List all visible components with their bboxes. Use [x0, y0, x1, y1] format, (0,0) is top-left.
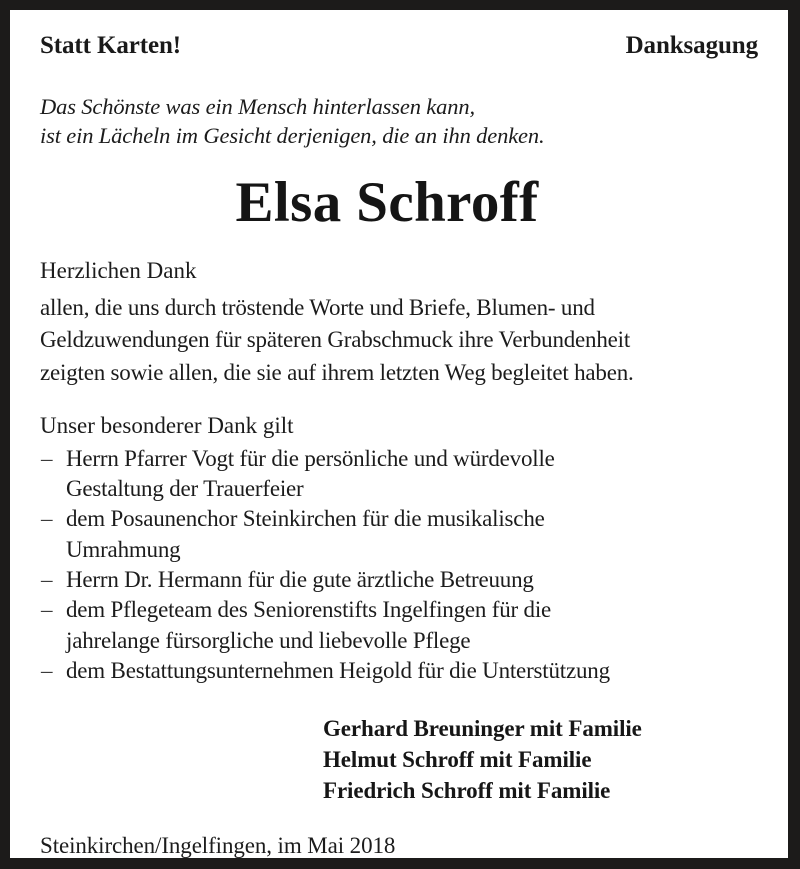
- signature-line: Friedrich Schroff mit Familie: [323, 777, 611, 803]
- list-item: [40, 595, 762, 656]
- dash-bullet-icon: –: [41, 506, 53, 532]
- motto-quote: [40, 92, 762, 151]
- list-item-line: dem Posaunenchor Steinkirchen für die musikalische: [66, 506, 545, 532]
- danksagung-label: Danksagung: [625, 32, 758, 59]
- dash-bullet-icon: –: [41, 658, 53, 684]
- thanks-body-line-3: zeigten sowie allen, die sie auf ihrem letzten Weg begleitet haben.: [40, 360, 634, 386]
- thanks-lead: Herzlichen Dank: [40, 257, 197, 283]
- signature-line: Gerhard Breuninger mit Familie: [323, 715, 642, 741]
- special-thanks-lead: Unser besonderer Dank gilt: [40, 412, 294, 438]
- dash-bullet-icon: –: [41, 567, 53, 593]
- list-item-text: [66, 565, 762, 595]
- dash-bullet-icon: –: [41, 445, 53, 471]
- list-item-text: [66, 595, 762, 656]
- deceased-name: Elsa Schroff: [235, 170, 539, 234]
- thanks-body: [40, 292, 762, 390]
- list-item: [40, 444, 762, 505]
- dash-bullet-icon: –: [41, 597, 53, 623]
- list-item-line: Herrn Pfarrer Vogt für die persönliche und würdevolle: [66, 445, 555, 471]
- special-thanks-list: [40, 444, 762, 687]
- thanks-body-line-2: Geldzuwendungen für späteren Grabschmuck ihre Verbundenheit: [40, 327, 631, 353]
- list-item-text: [66, 656, 762, 686]
- notice-card: [10, 10, 788, 858]
- list-item-line: jahrelange fürsorgliche und liebevolle Pflege: [66, 627, 471, 653]
- list-item: [40, 565, 762, 595]
- signature-block: [40, 713, 762, 806]
- list-item-text: [66, 444, 762, 505]
- list-item-line: Herrn Dr. Hermann für die gute ärztliche Betreuung: [66, 567, 534, 593]
- place-and-date: Steinkirchen/Ingelfingen, im Mai 2018: [40, 832, 396, 858]
- list-item-line: dem Bestattungsunternehmen Heigold für die Unterstützung: [66, 658, 610, 684]
- signature-line: Helmut Schroff mit Familie: [323, 746, 592, 772]
- list-item-line: Umrahmung: [66, 536, 181, 562]
- statt-karten-label: Statt Karten!: [40, 32, 182, 59]
- list-item-line: dem Pflegeteam des Seniorenstifts Ingelfingen für die: [66, 597, 552, 623]
- thanks-body-line-1: allen, die uns durch tröstende Worte und Briefe, Blumen- und: [40, 294, 595, 320]
- notice-header: [40, 32, 762, 60]
- motto-line-1: Das Schönste was ein Mensch hinterlassen kann,: [40, 93, 475, 119]
- list-item: [40, 656, 762, 686]
- list-item: [40, 504, 762, 565]
- list-item-text: [66, 504, 762, 565]
- motto-line-2: ist ein Lächeln im Gesicht derjenigen, die an ihn denken.: [40, 123, 545, 149]
- list-item-line: Gestaltung der Trauerfeier: [66, 476, 304, 502]
